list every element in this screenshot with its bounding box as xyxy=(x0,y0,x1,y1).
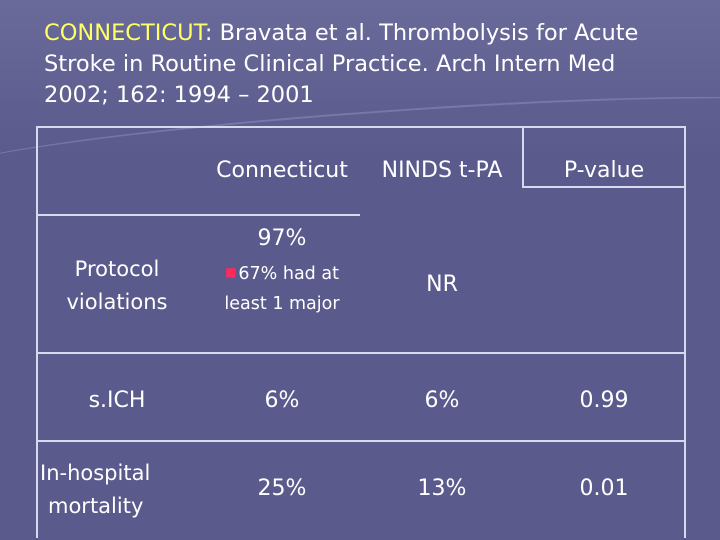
row-label-protocol-violations xyxy=(42,238,192,334)
table-border-left xyxy=(36,126,38,538)
mortality-connecticut: 25% xyxy=(257,475,307,501)
title-highlight: CONNECTICUT xyxy=(44,20,205,46)
protocol-detail-line1 xyxy=(225,257,339,289)
slide-title xyxy=(44,18,684,111)
results-table xyxy=(36,126,686,538)
sich-connecticut: 6% xyxy=(264,387,300,413)
protocol-connecticut-main: 97% xyxy=(257,225,307,251)
sich-ninds: 6% xyxy=(424,387,460,413)
protocol-label-line1: Protocol xyxy=(74,257,160,281)
row-label-sich: s.ICH xyxy=(88,387,146,413)
table-border-top xyxy=(36,126,686,128)
row-rule-1 xyxy=(36,352,686,354)
header-connecticut: Connecticut xyxy=(216,157,348,183)
protocol-detail-text1: 67% had at xyxy=(238,264,339,284)
protocol-label-line2: violations xyxy=(66,290,168,314)
mortality-label-line1: In-hospital xyxy=(40,461,151,485)
protocol-detail-line2: least 1 major xyxy=(224,294,340,314)
header-ninds: NINDS t-PA xyxy=(381,157,503,183)
mortality-label-line2: mortality xyxy=(48,494,144,518)
mortality-pvalue: 0.01 xyxy=(579,475,629,501)
row-label-in-hospital-mortality xyxy=(40,452,192,528)
sich-pvalue: 0.99 xyxy=(579,387,629,413)
protocol-ninds: NR xyxy=(426,271,458,297)
protocol-connecticut-detail xyxy=(202,256,362,320)
row-rule-2 xyxy=(36,440,686,442)
bullet-icon: ■ xyxy=(225,265,237,279)
mortality-ninds: 13% xyxy=(417,475,467,501)
protocol-pvalue xyxy=(524,262,684,306)
table-border-right xyxy=(684,126,686,538)
title-text: : Bravata et al. Thrombolysis for Acute Stroke in Routine Clinical Practice. Arch Intern Med 2002; 162: 1994 – 2001 xyxy=(44,20,639,108)
header-pvalue: P-value xyxy=(563,157,645,183)
